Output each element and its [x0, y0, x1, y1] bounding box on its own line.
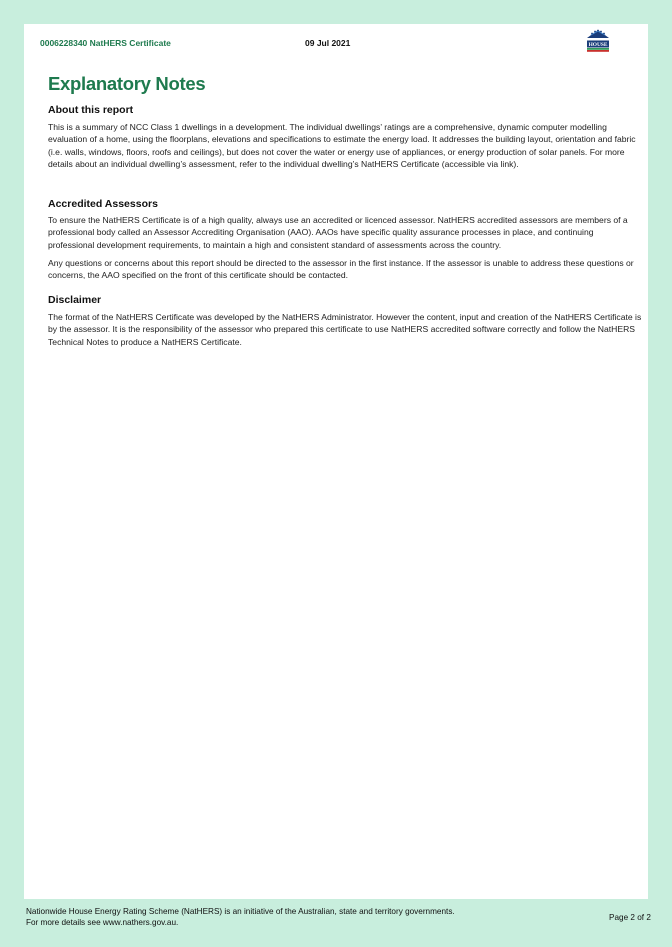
- footer-note: [26, 907, 455, 928]
- document-page: [24, 24, 648, 899]
- paragraph-assessors-1: To ensure the NatHERS Certificate is of a high quality, always use an accredited or licenced assessor. NatHERS accredited assessors are members of a professional body called an Assessor Accrediting Organisation (AAO). AAOs have specific quality assurance processes in place, and continuing professional development requirements, to maintain a high and consistent standard of assessments across the country.: [48, 215, 628, 250]
- logo-text: HOUSE: [588, 42, 608, 49]
- paragraph-assessors-2: Any questions or concerns about this report should be directed to the assessor in the first instance. If the assessor is unable to address these questions or concerns, the AAO specified on the front of this certificate should be contacted.: [48, 258, 634, 281]
- page-number: Page 2 of 2: [609, 913, 651, 922]
- certificate-id: 0006228340 NatHERS Certificate: [40, 38, 171, 48]
- nathers-house-logo: [583, 26, 613, 56]
- section-heading-about: About this report: [48, 104, 134, 116]
- certificate-date: 09 Jul 2021: [305, 38, 351, 48]
- page-title: Explanatory Notes: [48, 73, 206, 94]
- paragraph-disclaimer: The format of the NatHERS Certificate was developed by the NatHERS Administrator. However the content, input and creation of the NatHERS Certificate is by the assessor. It is the responsibility of the assessor who prepared this certificate to use NatHERS accredited software correctly and follow the NatHERS Technical Notes to produce a NatHERS Certificate.: [48, 312, 642, 347]
- section-heading-assessors: Accredited Assessors: [48, 198, 158, 210]
- section-heading-disclaimer: Disclaimer: [48, 294, 102, 306]
- footer-line-2: For more details see www.nathers.gov.au.: [26, 917, 179, 927]
- footer-line-1: Nationwide House Energy Rating Scheme (NatHERS) is an initiative of the Australian, state and territory governments.: [26, 907, 455, 916]
- paragraph-about: This is a summary of NCC Class 1 dwellings in a development. The individual dwellings’ ratings are a comprehensive, dynamic computer modelling evaluation of a home, using the floorplans, elevations and specifications to estimate the energy load. It addresses the building layout, orientation and fabric (i.e. walls, windows, floors, roofs and ceilings), but does not cover the water or energy use of appliances, or energy production of solar panels. For more details about an individual dwelling’s assessment, refer to the individual dwelling’s NatHERS Certificate (accessible via link).: [48, 122, 636, 170]
